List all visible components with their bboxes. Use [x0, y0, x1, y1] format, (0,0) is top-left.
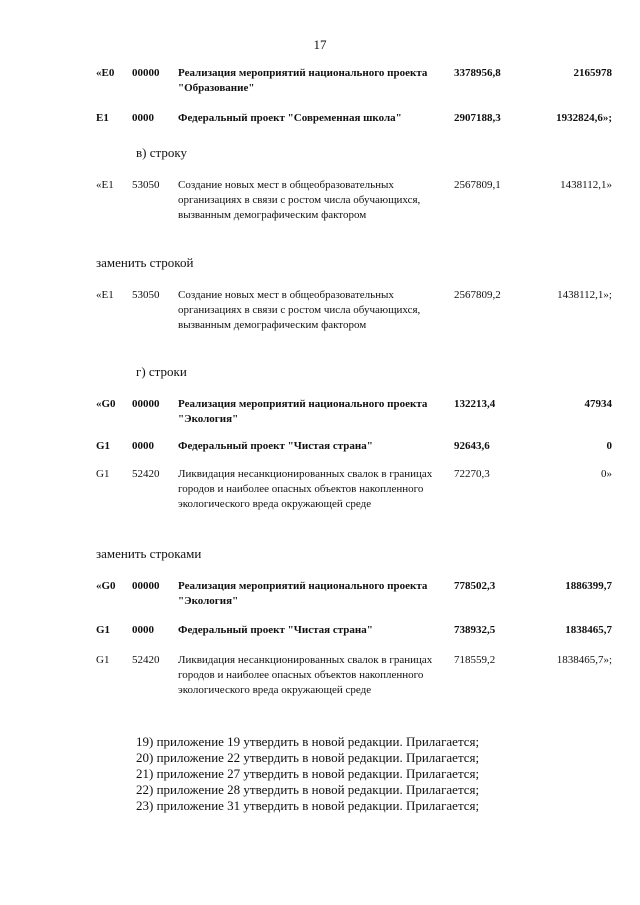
name-cell: Создание новых мест в общеобразовательных организациях в связи с ростом числа обучающихся, вызванным демографическим фактором: [178, 289, 421, 331]
value-cell: 0»: [601, 468, 612, 480]
list-item: 21) приложение 27 утвердить в новой редакции. Прилагается;: [136, 766, 480, 781]
code-cell: 00000: [132, 67, 160, 79]
paragraph-g-stroki: г) строки: [136, 364, 187, 379]
value-cell: 92643,6: [454, 440, 490, 452]
code-cell: G1: [96, 440, 111, 452]
list-item: 22) приложение 28 утвердить в новой редакции. Прилагается;: [136, 782, 480, 797]
page-number: 17: [313, 37, 327, 52]
code-cell: «Е0: [96, 67, 115, 79]
name-cell: Федеральный проект "Чистая страна": [178, 440, 373, 452]
code-cell: 52420: [132, 468, 160, 480]
table-row: [96, 288, 612, 333]
table-row: [96, 579, 612, 623]
code-cell: «Е1: [96, 289, 114, 301]
code-cell: 00000: [132, 580, 160, 592]
name-cell: Реализация мероприятий национального проекта "Экология": [178, 580, 428, 607]
value-cell: 738932,5: [454, 624, 496, 636]
name-cell: Создание новых мест в общеобразовательных организациях в связи с ростом числа обучающихся, вызванным демографическим фактором: [178, 179, 421, 221]
paragraph-zamenit-strokoy: заменить строкой: [96, 255, 194, 270]
table-row: [96, 111, 612, 126]
value-cell: 1838465,7»;: [556, 654, 612, 666]
code-cell: 52420: [132, 654, 160, 666]
list-item: 23) приложение 31 утвердить в новой редакции. Прилагается;: [136, 798, 480, 813]
name-cell: Реализация мероприятий национального проекта "Образование": [178, 67, 428, 94]
code-cell: 0000: [132, 624, 154, 636]
name-cell: Реализация мероприятий национального проекта "Экология": [178, 398, 428, 425]
paragraph-v-stroku: в) строку: [136, 145, 187, 160]
table-row: [96, 653, 612, 698]
budget-table-block-replacement: [96, 288, 612, 333]
code-cell: 0000: [132, 112, 154, 124]
code-cell: 53050: [132, 179, 160, 191]
value-cell: 2567809,2: [454, 289, 501, 301]
numbered-items-list: [136, 734, 596, 814]
budget-table-block-education: [96, 66, 612, 126]
value-cell: 1886399,7: [565, 580, 612, 592]
value-cell: 1438112,1»;: [557, 289, 612, 301]
name-cell: Федеральный проект "Современная школа": [178, 112, 402, 124]
table-row: [96, 439, 612, 467]
table-row: [96, 623, 612, 653]
code-cell: «G0: [96, 398, 116, 410]
value-cell: 1932824,6»;: [556, 112, 612, 124]
value-cell: 2907188,3: [454, 112, 501, 124]
table-row: [96, 397, 612, 439]
code-cell: 00000: [132, 398, 160, 410]
code-cell: G1: [96, 654, 110, 666]
value-cell: 1838465,7: [565, 624, 612, 636]
table-row: [96, 467, 612, 512]
value-cell: 778502,3: [454, 580, 496, 592]
value-cell: 0: [606, 440, 612, 452]
value-cell: 718559,2: [454, 654, 496, 666]
value-cell: 2567809,1: [454, 179, 501, 191]
code-cell: «Е1: [96, 179, 114, 191]
code-cell: G1: [96, 468, 110, 480]
code-cell: G1: [96, 624, 111, 636]
budget-table-block-ecology-replacement: [96, 579, 612, 698]
paragraph-zamenit-strokami: заменить строками: [96, 546, 202, 561]
value-cell: 1438112,1»: [560, 179, 612, 191]
value-cell: 47934: [584, 398, 612, 410]
name-cell: Ликвидация несанкционированных свалок в границах городов и наиболее опасных объектов накопленного экологического вреда окружающей среде: [178, 468, 433, 510]
table-row: [96, 178, 612, 223]
value-cell: 2165978: [573, 67, 612, 79]
list-item: 19) приложение 19 утвердить в новой редакции. Прилагается;: [136, 734, 480, 749]
value-cell: 3378956,8: [454, 67, 501, 79]
list-item: 20) приложение 22 утвердить в новой редакции. Прилагается;: [136, 750, 480, 765]
table-row: [96, 66, 612, 111]
code-cell: «G0: [96, 580, 116, 592]
code-cell: Е1: [96, 112, 109, 124]
name-cell: Ликвидация несанкционированных свалок в границах городов и наиболее опасных объектов накопленного экологического вреда окружающей среде: [178, 654, 433, 696]
code-cell: 0000: [132, 440, 154, 452]
value-cell: 72270,3: [454, 468, 490, 480]
value-cell: 132213,4: [454, 398, 496, 410]
budget-table-block-ecology-original: [96, 397, 612, 512]
code-cell: 53050: [132, 289, 160, 301]
budget-table-block-original: [96, 178, 612, 223]
name-cell: Федеральный проект "Чистая страна": [178, 624, 373, 636]
